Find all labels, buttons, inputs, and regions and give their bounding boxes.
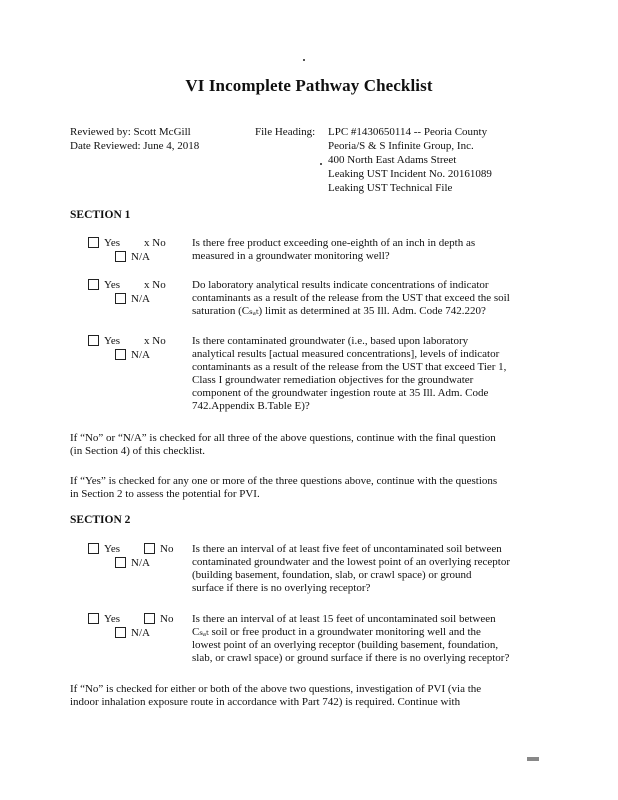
section-1-note-yes: If “Yes” is checked for any one or more of the three questions above, continue with the questions in Section 2 to assess the potential for PVI. — [70, 475, 498, 500]
checkbox-box[interactable] — [88, 335, 99, 346]
q2-no-checked[interactable]: x No — [144, 279, 166, 291]
checkbox-box[interactable] — [115, 557, 126, 568]
section-1-note-no: If “No” or “N/A” is checked for all three of the above questions, continue with the final question (in Section 4) of this checklist. — [70, 432, 496, 457]
question-3: Is there contaminated groundwater (i.e., based upon laboratory analytical results [actual measured concentrations], levels of indicator contaminants as a result of the release from the UST that exceed Tier 1, Class I groundwater remediation objectives for the groundwater component of the groundwater ingestion route at 35 Ill. Adm. Code 742.Appendix B.Table E)? — [192, 335, 507, 412]
scan-speck — [527, 757, 539, 761]
file-heading-line: 400 North East Adams Street — [328, 154, 457, 166]
page-title: VI Incomplete Pathway Checklist — [185, 76, 433, 95]
question-2: Do laboratory analytical results indicate concentrations of indicator contaminants as a result of the release from the UST that exceed the soil saturation (Cₛₐₜ) limit as determined at 35 Ill. Adm. Code 742.220? — [192, 279, 510, 317]
section-2-question-1: Is there an interval of at least five feet of uncontaminated soil between contaminated groundwater and the lowest point of an overlying receptor (building basement, foundation, slab, or crawl space) or ground surface if there is no overlying receptor? — [192, 543, 510, 594]
q3-yes-checkbox[interactable]: Yes — [88, 335, 120, 348]
s2q1-na-checkbox[interactable]: N/A — [115, 557, 150, 570]
checkbox-box[interactable] — [88, 543, 99, 554]
s2q2-no-checkbox[interactable]: No — [144, 613, 173, 626]
checkbox-box[interactable] — [115, 349, 126, 360]
s2q2-na-checkbox[interactable]: N/A — [115, 627, 150, 640]
checkbox-box[interactable] — [88, 279, 99, 290]
checkbox-box[interactable] — [115, 627, 126, 638]
file-heading-line: Leaking UST Incident No. 20161089 — [328, 168, 492, 180]
section-2-note: If “No” is checked for either or both of the above two questions, investigation of PVI (via the indoor inhalation exposure route in accordance with Part 742) is required. Continue with — [70, 683, 482, 708]
section-2-heading: SECTION 2 — [70, 514, 131, 526]
q2-na-checkbox[interactable]: N/A — [115, 293, 150, 306]
checkbox-box[interactable] — [115, 293, 126, 304]
scan-speck — [320, 163, 322, 165]
scan-speck — [303, 59, 305, 61]
q3-no-checked[interactable]: x No — [144, 335, 166, 347]
section-1-heading: SECTION 1 — [70, 209, 131, 221]
question-1: Is there free product exceeding one-eighth of an inch in depth as measured in a groundwater monitoring well? — [192, 237, 476, 262]
file-heading-line: Leaking UST Technical File — [328, 182, 453, 194]
file-heading-label: File Heading: — [255, 126, 316, 138]
q3-na-checkbox[interactable]: N/A — [115, 349, 150, 362]
file-heading-line: Peoria/S & S Infinite Group, Inc. — [328, 140, 474, 152]
s2q1-yes-checkbox[interactable]: Yes — [88, 543, 120, 556]
checkbox-box[interactable] — [115, 251, 126, 262]
s2q2-yes-checkbox[interactable]: Yes — [88, 613, 120, 626]
checkbox-box[interactable] — [144, 613, 155, 624]
date-reviewed: Date Reviewed: June 4, 2018 — [70, 140, 200, 152]
checkbox-box[interactable] — [88, 237, 99, 248]
q1-no-checked[interactable]: x No — [144, 237, 166, 249]
checkbox-box[interactable] — [88, 613, 99, 624]
q2-yes-checkbox[interactable]: Yes — [88, 279, 120, 292]
reviewed-by: Reviewed by: Scott McGill — [70, 126, 191, 138]
s2q1-no-checkbox[interactable]: No — [144, 543, 173, 556]
q1-na-checkbox[interactable]: N/A — [115, 251, 150, 264]
file-heading-line: LPC #1430650114 -- Peoria County — [328, 126, 488, 138]
checkbox-box[interactable] — [144, 543, 155, 554]
q1-yes-checkbox[interactable]: Yes — [88, 237, 120, 250]
section-2-question-2: Is there an interval of at least 15 feet of uncontaminated soil between Cₛₐₜ soil or free product in a groundwater monitoring well and the lowest point of an overlying receptor (building basement, foundation, slab, or crawl space) or ground surface if there is no overlying receptor? — [192, 613, 510, 664]
